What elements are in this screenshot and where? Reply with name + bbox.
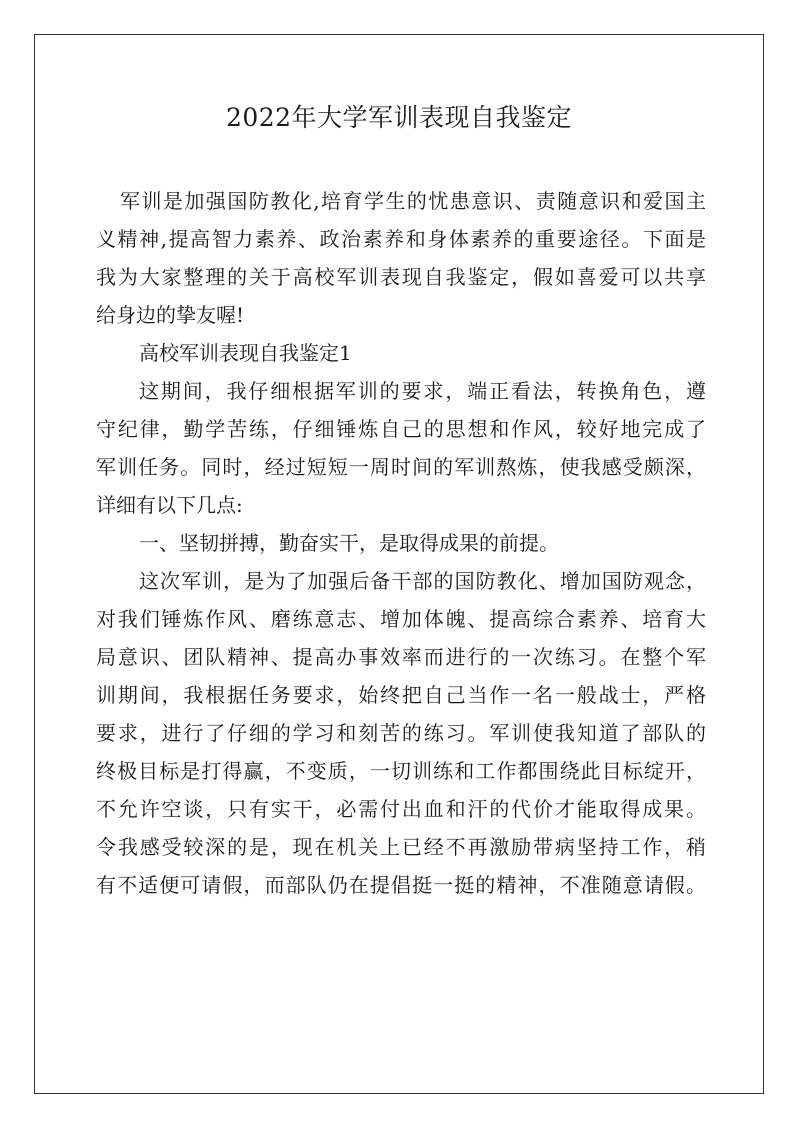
paragraph-1-line-3: 军训任务。同时，经过短短一周时间的军训熬炼，使我感受颇深， bbox=[96, 455, 706, 479]
paragraph-2-line-1: 这次军训，是为了加强后备干部的国防教化、增加国防观念， bbox=[139, 569, 706, 593]
point-heading-1: 一、坚韧拼搏，勤奋实干，是取得成果的前提。 bbox=[139, 531, 559, 555]
paragraph-2-line-3: 局意识、团队精神、提高办事效率而进行的一次练习。在整个军 bbox=[96, 645, 706, 669]
intro-line-1: 军训是加强国防教化,培育学生的忧患意识、责随意识和爱国主 bbox=[120, 189, 706, 213]
intro-line-3: 我为大家整理的关于高校军训表现自我鉴定，假如喜爱可以共享 bbox=[96, 265, 706, 289]
paragraph-2-line-9: 有不适便可请假，而部队仍在提倡挺一挺的精神，不准随意请假。 bbox=[96, 873, 706, 897]
paragraph-2-line-2: 对我们锤炼作风、磨练意志、增加体魄、提高综合素养、培育大 bbox=[96, 607, 706, 631]
intro-line-2: 义精神,提高智力素养、政治素养和身体素养的重要途径。下面是 bbox=[96, 227, 706, 251]
paragraph-2-line-8: 令我感受较深的是，现在机关上已经不再激励带病坚持工作，稍 bbox=[96, 835, 706, 859]
paragraph-2-line-6: 终极目标是打得赢，不变质，一切训练和工作都围绕此目标绽开， bbox=[96, 759, 706, 783]
paragraph-2-line-5: 要求，进行了仔细的学习和刻苦的练习。军训使我知道了部队的 bbox=[96, 721, 706, 745]
intro-line-4: 给身边的挚友喔! bbox=[96, 303, 245, 327]
document-body bbox=[96, 184, 706, 906]
section-heading-1: 高校军训表现自我鉴定1 bbox=[139, 341, 352, 365]
paragraph-2-line-4: 训期间，我根据任务要求，始终把自己当作一名一般战士，严格 bbox=[96, 683, 706, 707]
paragraph-2-line-7: 不允许空谈，只有实干，必需付出血和汗的代价才能取得成果。 bbox=[96, 797, 706, 821]
paragraph-1-line-4: 详细有以下几点: bbox=[96, 493, 243, 517]
paragraph-1-line-2: 守纪律，勤学苦练，仔细锤炼自己的思想和作风，较好地完成了 bbox=[96, 417, 706, 441]
document-title: 2022年大学军训表现自我鉴定 bbox=[225, 103, 573, 132]
paragraph-1-line-1: 这期间，我仔细根据军训的要求，端正看法，转换角色，遵 bbox=[139, 379, 706, 403]
